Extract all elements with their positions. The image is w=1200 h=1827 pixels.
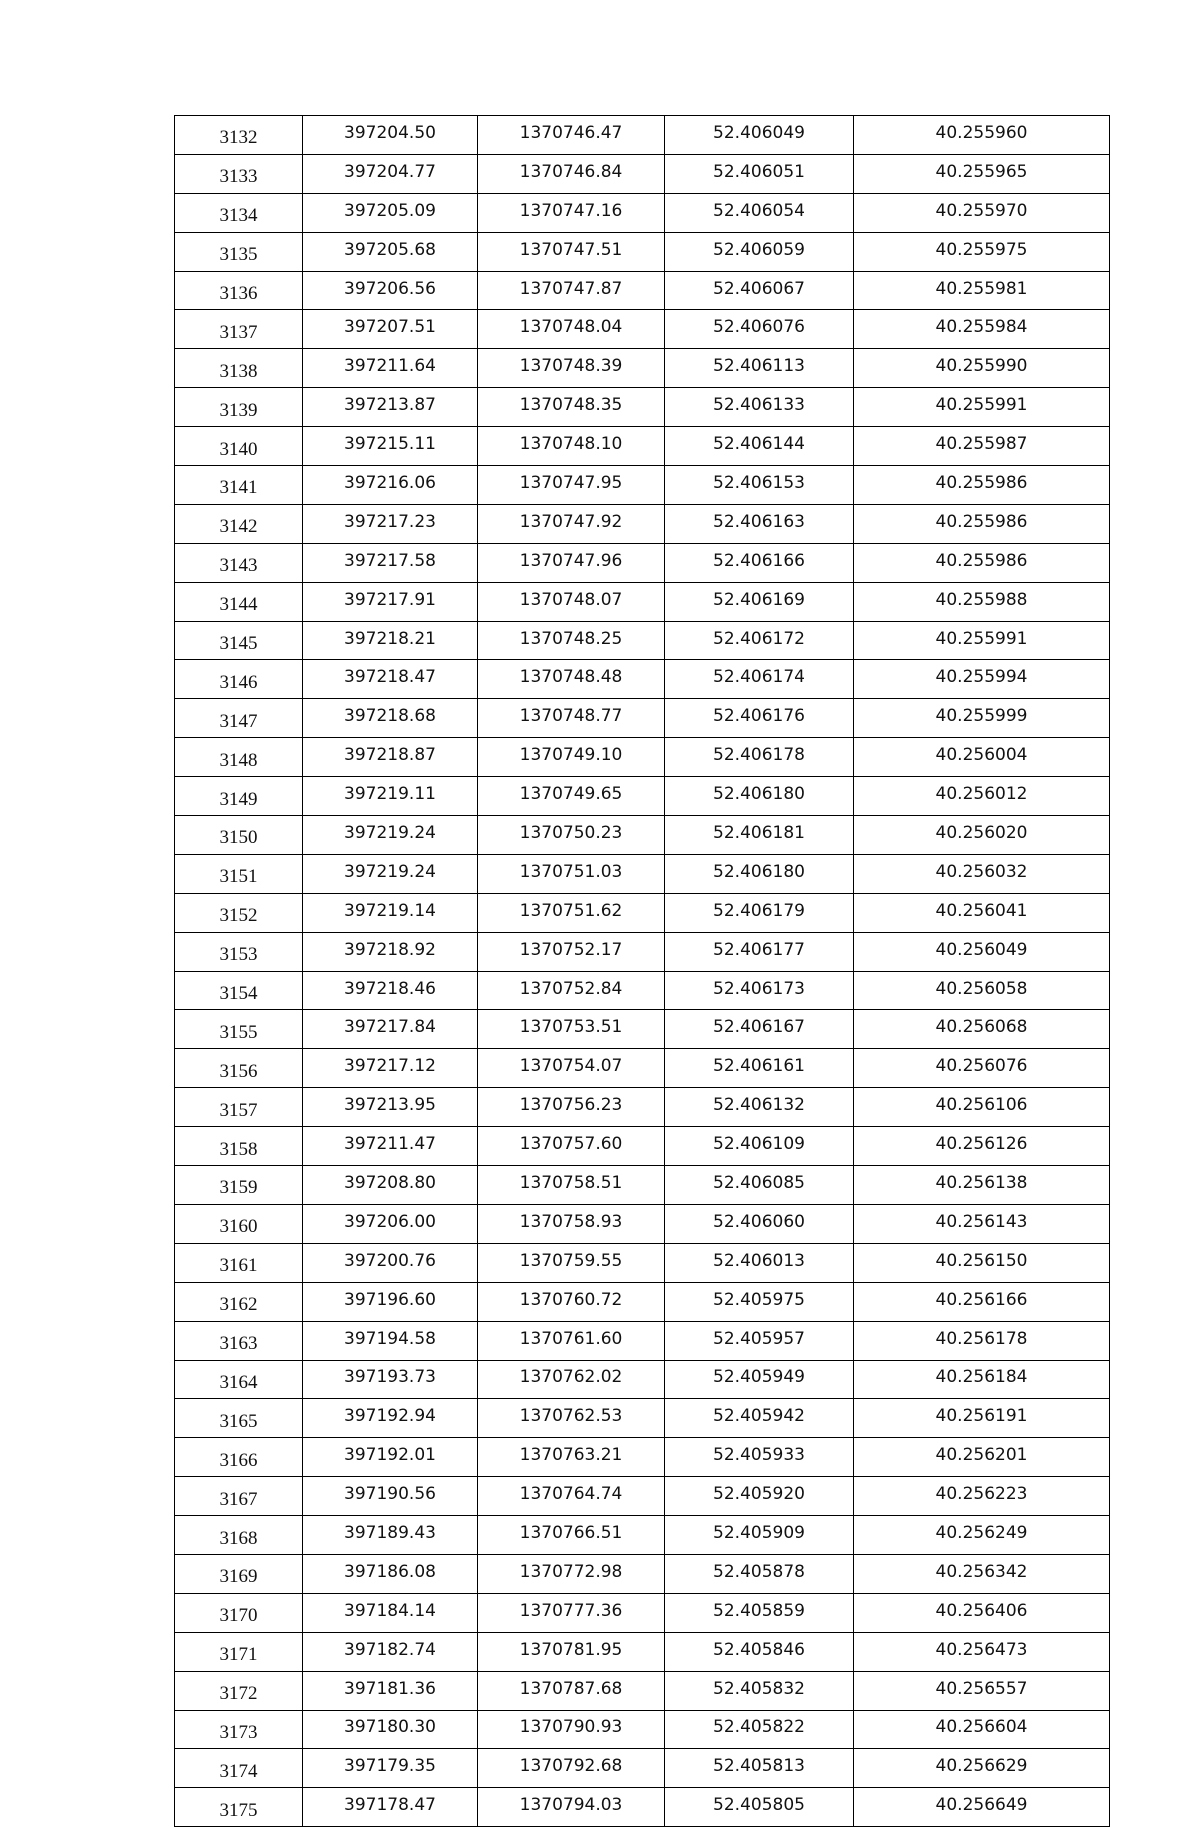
point-number-cell: 3161 (175, 1243, 303, 1282)
latitude-cell: 52.405878 (665, 1554, 854, 1593)
table-row (175, 1282, 1110, 1321)
x-coordinate-cell: 397193.73 (303, 1360, 478, 1399)
table-row (175, 1632, 1110, 1671)
longitude-cell: 40.256249 (854, 1516, 1110, 1555)
latitude-cell: 52.405942 (665, 1399, 854, 1438)
point-number-cell: 3168 (175, 1516, 303, 1555)
point-number-cell: 3151 (175, 854, 303, 893)
latitude-cell: 52.406181 (665, 816, 854, 855)
x-coordinate-cell: 397219.24 (303, 854, 478, 893)
x-coordinate-cell: 397184.14 (303, 1593, 478, 1632)
point-number-cell: 3167 (175, 1477, 303, 1516)
latitude-cell: 52.406109 (665, 1127, 854, 1166)
longitude-cell: 40.256184 (854, 1360, 1110, 1399)
x-coordinate-cell: 397208.80 (303, 1166, 478, 1205)
x-coordinate-cell: 397216.06 (303, 466, 478, 505)
point-number-cell: 3154 (175, 971, 303, 1010)
point-number-cell: 3137 (175, 310, 303, 349)
x-coordinate-cell: 397182.74 (303, 1632, 478, 1671)
y-coordinate-cell: 1370751.03 (478, 854, 665, 893)
table-row (175, 504, 1110, 543)
y-coordinate-cell: 1370753.51 (478, 1010, 665, 1049)
point-number-cell: 3165 (175, 1399, 303, 1438)
point-number-cell: 3166 (175, 1438, 303, 1477)
longitude-cell: 40.255988 (854, 582, 1110, 621)
table-row (175, 1321, 1110, 1360)
y-coordinate-cell: 1370746.47 (478, 116, 665, 155)
latitude-cell: 52.406132 (665, 1088, 854, 1127)
point-number-cell: 3158 (175, 1127, 303, 1166)
y-coordinate-cell: 1370752.17 (478, 932, 665, 971)
latitude-cell: 52.406172 (665, 621, 854, 660)
point-number-cell: 3132 (175, 116, 303, 155)
x-coordinate-cell: 397192.94 (303, 1399, 478, 1438)
longitude-cell: 40.255960 (854, 116, 1110, 155)
x-coordinate-cell: 397207.51 (303, 310, 478, 349)
point-number-cell: 3163 (175, 1321, 303, 1360)
point-number-cell: 3162 (175, 1282, 303, 1321)
point-number-cell: 3139 (175, 388, 303, 427)
point-number-cell: 3144 (175, 582, 303, 621)
longitude-cell: 40.255986 (854, 543, 1110, 582)
latitude-cell: 52.406169 (665, 582, 854, 621)
table-row (175, 1788, 1110, 1827)
latitude-cell: 52.406076 (665, 310, 854, 349)
table-row (175, 543, 1110, 582)
table-row (175, 1204, 1110, 1243)
longitude-cell: 40.256604 (854, 1710, 1110, 1749)
table-row (175, 1710, 1110, 1749)
y-coordinate-cell: 1370763.21 (478, 1438, 665, 1477)
y-coordinate-cell: 1370747.16 (478, 193, 665, 232)
table-row (175, 971, 1110, 1010)
point-number-cell: 3135 (175, 232, 303, 271)
point-number-cell: 3170 (175, 1593, 303, 1632)
y-coordinate-cell: 1370759.55 (478, 1243, 665, 1282)
table-row (175, 1399, 1110, 1438)
point-number-cell: 3133 (175, 154, 303, 193)
longitude-cell: 40.256649 (854, 1788, 1110, 1827)
table-row (175, 1127, 1110, 1166)
y-coordinate-cell: 1370748.07 (478, 582, 665, 621)
y-coordinate-cell: 1370758.51 (478, 1166, 665, 1205)
latitude-cell: 52.405846 (665, 1632, 854, 1671)
y-coordinate-cell: 1370777.36 (478, 1593, 665, 1632)
longitude-cell: 40.256150 (854, 1243, 1110, 1282)
y-coordinate-cell: 1370787.68 (478, 1671, 665, 1710)
longitude-cell: 40.256406 (854, 1593, 1110, 1632)
point-number-cell: 3171 (175, 1632, 303, 1671)
y-coordinate-cell: 1370762.02 (478, 1360, 665, 1399)
x-coordinate-cell: 397218.92 (303, 932, 478, 971)
point-number-cell: 3146 (175, 660, 303, 699)
point-number-cell: 3159 (175, 1166, 303, 1205)
table-row (175, 1243, 1110, 1282)
y-coordinate-cell: 1370747.96 (478, 543, 665, 582)
longitude-cell: 40.256068 (854, 1010, 1110, 1049)
table-row (175, 1088, 1110, 1127)
y-coordinate-cell: 1370748.39 (478, 349, 665, 388)
longitude-cell: 40.255981 (854, 271, 1110, 310)
point-number-cell: 3138 (175, 349, 303, 388)
point-number-cell: 3160 (175, 1204, 303, 1243)
longitude-cell: 40.255970 (854, 193, 1110, 232)
longitude-cell: 40.256342 (854, 1554, 1110, 1593)
latitude-cell: 52.406153 (665, 466, 854, 505)
point-number-cell: 3150 (175, 816, 303, 855)
table-row (175, 232, 1110, 271)
longitude-cell: 40.255994 (854, 660, 1110, 699)
y-coordinate-cell: 1370772.98 (478, 1554, 665, 1593)
latitude-cell: 52.406177 (665, 932, 854, 971)
point-number-cell: 3142 (175, 504, 303, 543)
x-coordinate-cell: 397217.84 (303, 1010, 478, 1049)
latitude-cell: 52.406178 (665, 738, 854, 777)
point-number-cell: 3143 (175, 543, 303, 582)
x-coordinate-cell: 397180.30 (303, 1710, 478, 1749)
point-number-cell: 3172 (175, 1671, 303, 1710)
y-coordinate-cell: 1370754.07 (478, 1049, 665, 1088)
table-row (175, 271, 1110, 310)
y-coordinate-cell: 1370762.53 (478, 1399, 665, 1438)
longitude-cell: 40.255991 (854, 621, 1110, 660)
x-coordinate-cell: 397200.76 (303, 1243, 478, 1282)
table-row (175, 816, 1110, 855)
table-row (175, 1671, 1110, 1710)
y-coordinate-cell: 1370750.23 (478, 816, 665, 855)
y-coordinate-cell: 1370751.62 (478, 893, 665, 932)
x-coordinate-cell: 397219.14 (303, 893, 478, 932)
table-row (175, 660, 1110, 699)
table-row (175, 893, 1110, 932)
table-row (175, 738, 1110, 777)
point-number-cell: 3164 (175, 1360, 303, 1399)
table-row (175, 466, 1110, 505)
x-coordinate-cell: 397211.47 (303, 1127, 478, 1166)
point-number-cell: 3145 (175, 621, 303, 660)
longitude-cell: 40.256201 (854, 1438, 1110, 1477)
y-coordinate-cell: 1370747.87 (478, 271, 665, 310)
latitude-cell: 52.405832 (665, 1671, 854, 1710)
longitude-cell: 40.256143 (854, 1204, 1110, 1243)
x-coordinate-cell: 397179.35 (303, 1749, 478, 1788)
table-row (175, 116, 1110, 155)
x-coordinate-cell: 397218.21 (303, 621, 478, 660)
latitude-cell: 52.406167 (665, 1010, 854, 1049)
x-coordinate-cell: 397181.36 (303, 1671, 478, 1710)
longitude-cell: 40.256049 (854, 932, 1110, 971)
table-row (175, 699, 1110, 738)
x-coordinate-cell: 397205.68 (303, 232, 478, 271)
longitude-cell: 40.256126 (854, 1127, 1110, 1166)
point-number-cell: 3169 (175, 1554, 303, 1593)
point-number-cell: 3147 (175, 699, 303, 738)
longitude-cell: 40.255984 (854, 310, 1110, 349)
latitude-cell: 52.406049 (665, 116, 854, 155)
longitude-cell: 40.256076 (854, 1049, 1110, 1088)
x-coordinate-cell: 397186.08 (303, 1554, 478, 1593)
longitude-cell: 40.256178 (854, 1321, 1110, 1360)
x-coordinate-cell: 397189.43 (303, 1516, 478, 1555)
x-coordinate-cell: 397192.01 (303, 1438, 478, 1477)
table-row (175, 932, 1110, 971)
x-coordinate-cell: 397218.68 (303, 699, 478, 738)
latitude-cell: 52.405949 (665, 1360, 854, 1399)
y-coordinate-cell: 1370749.65 (478, 777, 665, 816)
latitude-cell: 52.405805 (665, 1788, 854, 1827)
point-number-cell: 3175 (175, 1788, 303, 1827)
y-coordinate-cell: 1370748.04 (478, 310, 665, 349)
y-coordinate-cell: 1370752.84 (478, 971, 665, 1010)
latitude-cell: 52.406173 (665, 971, 854, 1010)
table-row (175, 310, 1110, 349)
longitude-cell: 40.255965 (854, 154, 1110, 193)
table-row (175, 582, 1110, 621)
table-row (175, 349, 1110, 388)
table-row (175, 1593, 1110, 1632)
table-row (175, 193, 1110, 232)
y-coordinate-cell: 1370747.92 (478, 504, 665, 543)
point-number-cell: 3173 (175, 1710, 303, 1749)
longitude-cell: 40.256473 (854, 1632, 1110, 1671)
latitude-cell: 52.406067 (665, 271, 854, 310)
point-number-cell: 3136 (175, 271, 303, 310)
x-coordinate-cell: 397205.09 (303, 193, 478, 232)
x-coordinate-cell: 397190.56 (303, 1477, 478, 1516)
table-row (175, 1049, 1110, 1088)
longitude-cell: 40.256223 (854, 1477, 1110, 1516)
x-coordinate-cell: 397217.23 (303, 504, 478, 543)
latitude-cell: 52.406060 (665, 1204, 854, 1243)
longitude-cell: 40.256020 (854, 816, 1110, 855)
point-number-cell: 3141 (175, 466, 303, 505)
table-row (175, 1438, 1110, 1477)
longitude-cell: 40.256106 (854, 1088, 1110, 1127)
latitude-cell: 52.405933 (665, 1438, 854, 1477)
point-number-cell: 3174 (175, 1749, 303, 1788)
latitude-cell: 52.406144 (665, 427, 854, 466)
table-row (175, 1010, 1110, 1049)
longitude-cell: 40.256629 (854, 1749, 1110, 1788)
y-coordinate-cell: 1370794.03 (478, 1788, 665, 1827)
longitude-cell: 40.255990 (854, 349, 1110, 388)
latitude-cell: 52.406166 (665, 543, 854, 582)
table-row (175, 1516, 1110, 1555)
y-coordinate-cell: 1370781.95 (478, 1632, 665, 1671)
latitude-cell: 52.406085 (665, 1166, 854, 1205)
y-coordinate-cell: 1370749.10 (478, 738, 665, 777)
latitude-cell: 52.405975 (665, 1282, 854, 1321)
y-coordinate-cell: 1370758.93 (478, 1204, 665, 1243)
table-row (175, 1749, 1110, 1788)
latitude-cell: 52.405813 (665, 1749, 854, 1788)
x-coordinate-cell: 397217.58 (303, 543, 478, 582)
longitude-cell: 40.256004 (854, 738, 1110, 777)
x-coordinate-cell: 397219.11 (303, 777, 478, 816)
longitude-cell: 40.256557 (854, 1671, 1110, 1710)
x-coordinate-cell: 397178.47 (303, 1788, 478, 1827)
x-coordinate-cell: 397218.47 (303, 660, 478, 699)
point-number-cell: 3140 (175, 427, 303, 466)
latitude-cell: 52.406179 (665, 893, 854, 932)
longitude-cell: 40.255986 (854, 504, 1110, 543)
y-coordinate-cell: 1370746.84 (478, 154, 665, 193)
longitude-cell: 40.256191 (854, 1399, 1110, 1438)
latitude-cell: 52.405822 (665, 1710, 854, 1749)
x-coordinate-cell: 397211.64 (303, 349, 478, 388)
point-number-cell: 3149 (175, 777, 303, 816)
latitude-cell: 52.406133 (665, 388, 854, 427)
longitude-cell: 40.256138 (854, 1166, 1110, 1205)
table-row (175, 777, 1110, 816)
coordinates-table (174, 115, 1110, 1827)
point-number-cell: 3155 (175, 1010, 303, 1049)
latitude-cell: 52.406163 (665, 504, 854, 543)
y-coordinate-cell: 1370747.51 (478, 232, 665, 271)
latitude-cell: 52.406161 (665, 1049, 854, 1088)
y-coordinate-cell: 1370766.51 (478, 1516, 665, 1555)
y-coordinate-cell: 1370757.60 (478, 1127, 665, 1166)
x-coordinate-cell: 397219.24 (303, 816, 478, 855)
latitude-cell: 52.406059 (665, 232, 854, 271)
x-coordinate-cell: 397213.87 (303, 388, 478, 427)
latitude-cell: 52.406180 (665, 854, 854, 893)
point-number-cell: 3148 (175, 738, 303, 777)
y-coordinate-cell: 1370747.95 (478, 466, 665, 505)
x-coordinate-cell: 397218.46 (303, 971, 478, 1010)
table-row (175, 621, 1110, 660)
x-coordinate-cell: 397196.60 (303, 1282, 478, 1321)
x-coordinate-cell: 397204.50 (303, 116, 478, 155)
longitude-cell: 40.256166 (854, 1282, 1110, 1321)
longitude-cell: 40.256058 (854, 971, 1110, 1010)
latitude-cell: 52.406013 (665, 1243, 854, 1282)
latitude-cell: 52.406051 (665, 154, 854, 193)
y-coordinate-cell: 1370756.23 (478, 1088, 665, 1127)
latitude-cell: 52.406180 (665, 777, 854, 816)
y-coordinate-cell: 1370792.68 (478, 1749, 665, 1788)
point-number-cell: 3152 (175, 893, 303, 932)
latitude-cell: 52.406174 (665, 660, 854, 699)
latitude-cell: 52.406054 (665, 193, 854, 232)
longitude-cell: 40.255999 (854, 699, 1110, 738)
y-coordinate-cell: 1370748.77 (478, 699, 665, 738)
y-coordinate-cell: 1370748.10 (478, 427, 665, 466)
table-row (175, 854, 1110, 893)
longitude-cell: 40.256012 (854, 777, 1110, 816)
latitude-cell: 52.405909 (665, 1516, 854, 1555)
table-row (175, 427, 1110, 466)
y-coordinate-cell: 1370760.72 (478, 1282, 665, 1321)
point-number-cell: 3156 (175, 1049, 303, 1088)
x-coordinate-cell: 397194.58 (303, 1321, 478, 1360)
table-row (175, 154, 1110, 193)
y-coordinate-cell: 1370748.48 (478, 660, 665, 699)
table-row (175, 388, 1110, 427)
longitude-cell: 40.255987 (854, 427, 1110, 466)
x-coordinate-cell: 397217.12 (303, 1049, 478, 1088)
latitude-cell: 52.406113 (665, 349, 854, 388)
x-coordinate-cell: 397206.56 (303, 271, 478, 310)
longitude-cell: 40.255975 (854, 232, 1110, 271)
x-coordinate-cell: 397213.95 (303, 1088, 478, 1127)
table-row (175, 1360, 1110, 1399)
x-coordinate-cell: 397206.00 (303, 1204, 478, 1243)
table-row (175, 1166, 1110, 1205)
x-coordinate-cell: 397204.77 (303, 154, 478, 193)
x-coordinate-cell: 397215.11 (303, 427, 478, 466)
longitude-cell: 40.256041 (854, 893, 1110, 932)
latitude-cell: 52.405920 (665, 1477, 854, 1516)
x-coordinate-cell: 397218.87 (303, 738, 478, 777)
longitude-cell: 40.255986 (854, 466, 1110, 505)
x-coordinate-cell: 397217.91 (303, 582, 478, 621)
y-coordinate-cell: 1370790.93 (478, 1710, 665, 1749)
y-coordinate-cell: 1370748.25 (478, 621, 665, 660)
y-coordinate-cell: 1370764.74 (478, 1477, 665, 1516)
point-number-cell: 3134 (175, 193, 303, 232)
point-number-cell: 3157 (175, 1088, 303, 1127)
latitude-cell: 52.406176 (665, 699, 854, 738)
latitude-cell: 52.405957 (665, 1321, 854, 1360)
y-coordinate-cell: 1370761.60 (478, 1321, 665, 1360)
table-row (175, 1477, 1110, 1516)
point-number-cell: 3153 (175, 932, 303, 971)
table-row (175, 1554, 1110, 1593)
latitude-cell: 52.405859 (665, 1593, 854, 1632)
longitude-cell: 40.255991 (854, 388, 1110, 427)
y-coordinate-cell: 1370748.35 (478, 388, 665, 427)
coordinates-table-body (175, 116, 1110, 1827)
longitude-cell: 40.256032 (854, 854, 1110, 893)
